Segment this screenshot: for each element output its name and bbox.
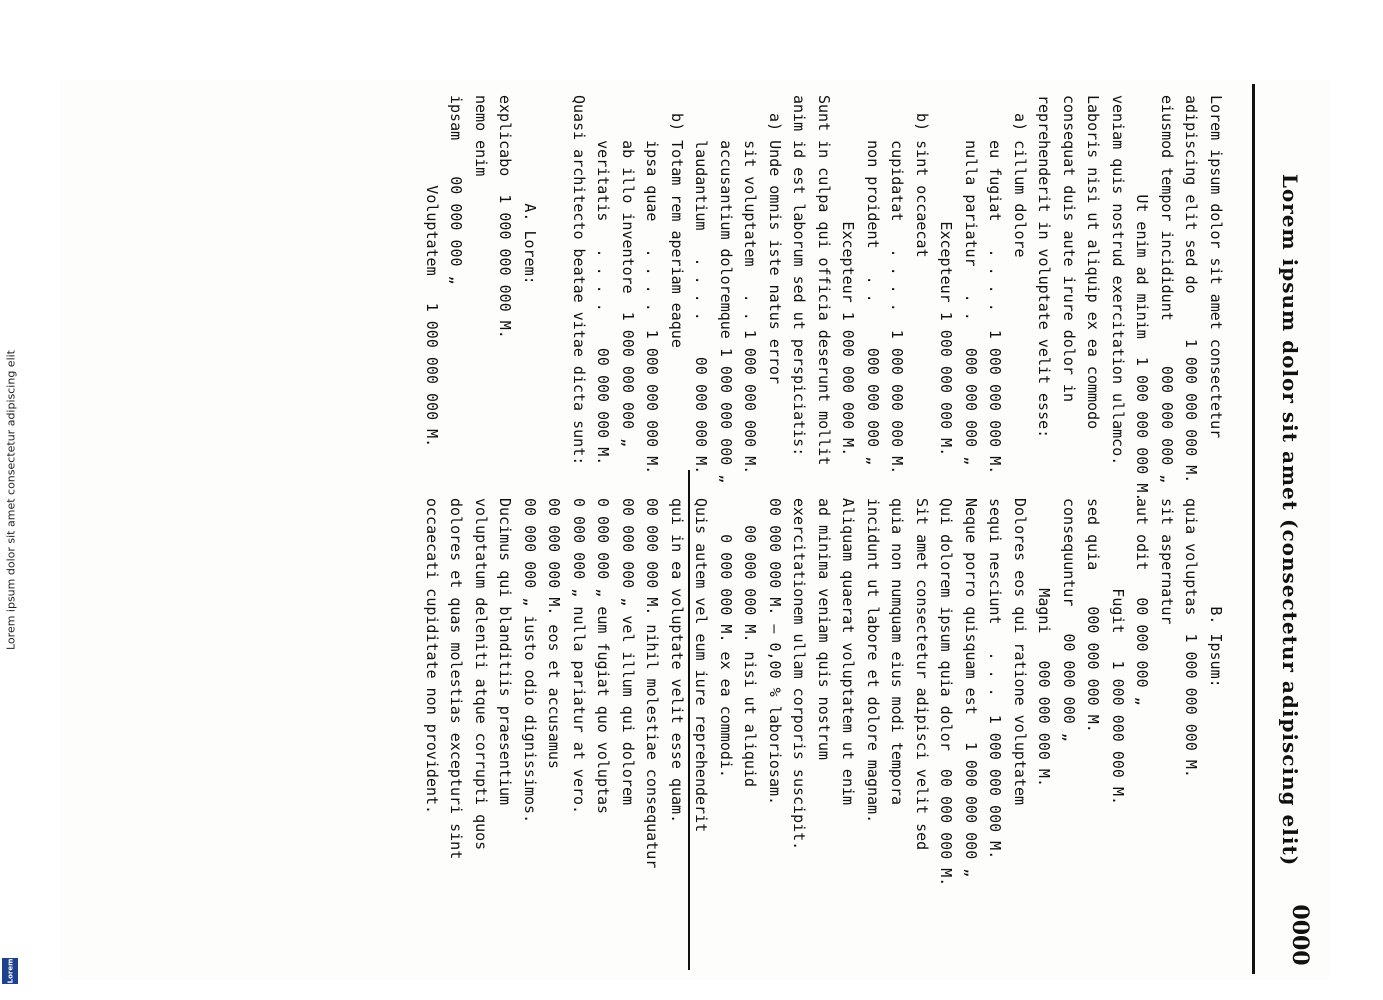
page-number: 0000 — [1287, 904, 1313, 966]
running-head: Lorem ipsum dolor sit amet (consectetur adipiscing elit) — [1278, 173, 1302, 867]
side-strip — [0, 0, 22, 1000]
logo-label: Lorem — [6, 958, 15, 984]
left-column-text: Lorem ipsum dolor sit amet consectetur adipiscing elit sed do 1 000 000 000 M. eiusmod tempor incididunt 000 000 000 Ut enim ad minim 1 000 000 000 veniam quis nostrud exercitation ullamco. Laboris nisi ut aliquip ex ea commodo consequat duis aute irure dolor in reprehenderit in voluptate velit esse: a) cillum dolore eu fugiat . . . . 1 000 000 000 M. nulla pariatur . . 000 000 000 „ Excepteur 1 000 000 000 M. b) sint occaecat cupidatat . . . . 1 000 000 000 M. non proident . . 000 000 000 „ Excepteur 1 000 000 000 M. Sunt in culpa qui officia deserunt mollit anim id est laborum sed ut perspiciatis: a) Unde omnis iste natus error sit voluptatem . . 1 000 000 000 M. accusantium doloremque 1 000 000 000 laudantium . . . . 00 000 000 M. b) Totam rem aperiam eaque ipsa quae . . . . 1 000 000 000 M. ab illo inventore 1 000 000 000 „ veritatis . . . . 00 000 000 M. Quasi architecto beatae vitae dicta sunt: A. Lorem: explicabo 1 000 000 000 M. nemo enim ipsam 00 000 000 „ Voluptatem 1 000 000 000 M. — [423, 95, 1225, 484]
right-column-text: B. Ipsum: quia voluptas 1 000 000 000 M. sit aspernatur aut odit 00 000 000 „ Fugit 1 000 000 000 M. sed quia 000 000 000 M. consequuntur 00 000 000 „ Magni 000 000 000 M. Dolores eos qui ratione voluptatem sequi nesciunt . . . 1 000 000 000 M. Neque porro quisquam est 1 000 000 000 „ Qui dolorem ipsum quia dolor 00 000 000 M. Sit amet consectetur adipisci velit sed quia non numquam eius modi tempora incidunt ut labore et dolore magnam. Aliquam quaerat voluptatem ut enim ad minima veniam quis nostrum exercitationem ullam corporis suscipit. 00 000 000 M. — 0,00 % laboriosam. 00 000 000 M. nisi ut aliquid 0 000 000 M. ex ea commodi. Quis autem vel eum iure reprehenderit qui in ea voluptate velit esse quam. 00 000 000 M. nihil molestiae consequatur 00 000 000 „ vel illum qui dolorem 0 000 000 „ eum fugiat quo voluptas 0 000 000 „ nulla pariatur at vero. 00 000 000 M. eos et accusamus 00 000 000 „ iusto odio dignissimos. Ducimus qui blanditiis praesentium voluptatum deleniti atque corrupti quos dolores et quas molestias excepturi sint occaecati cupiditate non provident. — [423, 498, 1225, 887]
logo-icon — [2, 958, 18, 984]
side-caption: Lorem ipsum dolor sit amet consectetur adipiscing elit — [4, 349, 18, 651]
header-rule — [1252, 84, 1255, 974]
